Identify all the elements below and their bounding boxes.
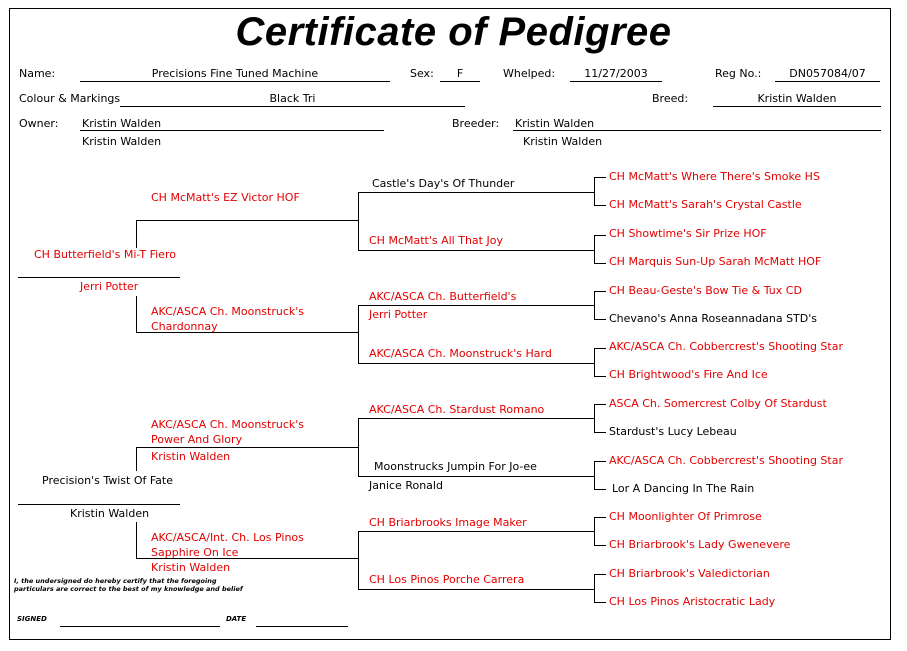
ds-name-line2: Power And Glory [151, 433, 243, 446]
reg-label: Reg No.: [715, 67, 762, 80]
g4-tick [594, 545, 606, 546]
ddd-line [358, 589, 594, 590]
sire-bottom-connector [136, 296, 137, 332]
whelped-label: Whelped: [503, 67, 556, 80]
g4-tick [594, 291, 606, 292]
owner-line2: Kristin Walden [82, 135, 162, 148]
sds-line [358, 305, 594, 306]
certification-statement [14, 577, 243, 593]
dsd-bracket [594, 461, 595, 489]
reg-no-value: DN057084/07 [789, 67, 866, 80]
sd-name-line2: Chardonnay [151, 320, 218, 333]
dam-bottom-connector [136, 522, 137, 558]
dd-connector [358, 531, 359, 589]
g4-ancestor: CH Marquis Sun-Up Sarah McMatt HOF [609, 255, 822, 268]
owner-label: Owner: [19, 117, 59, 130]
g4-ancestor: AKC/ASCA Ch. Cobbercrest's Shooting Star [609, 340, 843, 353]
certificate-title: Certificate of Pedigree [235, 10, 672, 54]
sex-label: Sex: [410, 67, 434, 80]
sss-bracket [594, 177, 595, 205]
g4-ancestor: CH McMatt's Sarah's Crystal Castle [609, 198, 802, 211]
dds-line [358, 531, 594, 532]
dog-name: Precisions Fine Tuned Machine [151, 67, 319, 80]
sex-underline [440, 81, 480, 82]
sd-name-line1: AKC/ASCA Ch. Moonstruck's [151, 305, 305, 318]
sire-top-connector [136, 220, 137, 248]
colour-underline [120, 106, 465, 107]
signature-line [60, 626, 220, 627]
sd-connector [358, 305, 359, 363]
ss-connector [358, 192, 359, 250]
g4-tick [594, 404, 606, 405]
g4-tick [594, 376, 606, 377]
sdd-bracket [594, 348, 595, 376]
dsd-name: Moonstrucks Jumpin For Jo-ee [374, 460, 537, 473]
g4-tick [594, 574, 606, 575]
breed-underline [713, 106, 881, 107]
dd-name-line1: AKC/ASCA/Int. Ch. Los Pinos [151, 531, 304, 544]
g4-tick [594, 348, 606, 349]
breed-value: Kristin Walden [757, 92, 837, 105]
dds-name: CH Briarbrooks Image Maker [369, 516, 527, 529]
g4-ancestor: CH Briarbrook's Valedictorian [609, 567, 770, 580]
ds-name-line1: AKC/ASCA Ch. Moonstruck's [151, 418, 305, 431]
g4-tick [594, 177, 606, 178]
ss-name: CH McMatt's EZ Victor HOF [151, 191, 300, 204]
reg-underline [775, 81, 880, 82]
signed-label: SIGNED [17, 615, 47, 623]
sire-owner: Jerri Potter [80, 280, 139, 293]
ddd-bracket [594, 574, 595, 602]
sdd-name: AKC/ASCA Ch. Moonstruck's Hard [369, 347, 552, 360]
breeder-label: Breeder: [452, 117, 500, 130]
dds-bracket [594, 517, 595, 545]
breeder-line1: Kristin Walden [515, 117, 595, 130]
dd-line [136, 558, 358, 559]
g4-tick [594, 319, 606, 320]
g4-tick [594, 235, 606, 236]
g4-tick [594, 205, 606, 206]
g4-tick [594, 489, 606, 490]
g4-tick [594, 432, 606, 433]
sire-line [18, 277, 180, 278]
dss-name: AKC/ASCA Ch. Stardust Romano [369, 403, 545, 416]
g4-ancestor: Chevano's Anna Roseannadana STD's [609, 312, 817, 325]
date-label: DATE [226, 615, 247, 623]
ds-line [136, 447, 358, 448]
g4-ancestor: CH Brightwood's Fire And Ice [609, 368, 768, 381]
ss-line [136, 220, 358, 221]
dsd-line [358, 476, 594, 477]
sire-name: CH Butterfield's Mi-T Fiero [34, 248, 176, 261]
ssd-line [358, 250, 594, 251]
date-line [256, 626, 348, 627]
sd-line [136, 332, 358, 333]
g4-tick [594, 602, 606, 603]
whelped-value: 11/27/2003 [584, 67, 648, 80]
name-underline [80, 81, 390, 82]
colour-value: Black Tri [269, 92, 316, 105]
g4-ancestor: CH McMatt's Where There's Smoke HS [609, 170, 820, 183]
owner-line1: Kristin Walden [82, 117, 162, 130]
g4-ancestor: CH Briarbrook's Lady Gwenevere [609, 538, 791, 551]
sss-line [358, 192, 594, 193]
g4-ancestor: CH Moonlighter Of Primrose [609, 510, 762, 523]
g4-ancestor: ASCA Ch. Somercrest Colby Of Stardust [609, 397, 827, 410]
sex-value: F [456, 67, 464, 80]
ds-owner: Kristin Walden [151, 450, 231, 463]
g4-ancestor: CH Showtime's Sir Prize HOF [609, 227, 767, 240]
dss-bracket [594, 404, 595, 432]
sds-bracket [594, 291, 595, 319]
owner-underline [80, 130, 384, 131]
g4-tick [594, 461, 606, 462]
breeder-line2: Kristin Walden [523, 135, 603, 148]
sds-owner: Jerri Potter [369, 308, 428, 321]
dam-top-connector [136, 447, 137, 471]
dam-owner: Kristin Walden [70, 507, 150, 520]
name-label: Name: [19, 67, 56, 80]
certification-line1: I, the undersigned do hereby certify that the foregoing [14, 577, 217, 585]
ssd-name: CH McMatt's All That Joy [369, 234, 503, 247]
dd-name-line2: Sapphire On Ice [151, 546, 239, 559]
g4-ancestor: Stardust's Lucy Lebeau [609, 425, 737, 438]
g4-ancestor: AKC/ASCA Ch. Cobbercrest's Shooting Star [609, 454, 843, 467]
ddd-name: CH Los Pinos Porche Carrera [369, 573, 525, 586]
g4-tick [594, 263, 606, 264]
whelped-underline [570, 81, 662, 82]
colour-label: Colour & Markings [19, 92, 121, 105]
g4-ancestor: CH Beau-Geste's Bow Tie & Tux CD [609, 284, 802, 297]
sss-name: Castle's Day's Of Thunder [372, 177, 515, 190]
dam-line [18, 504, 180, 505]
breeder-underline [513, 130, 881, 131]
g4-tick [594, 517, 606, 518]
dam-name: Precision's Twist Of Fate [42, 474, 173, 487]
ssd-bracket [594, 235, 595, 263]
ds-connector [358, 418, 359, 476]
dss-line [358, 418, 594, 419]
breed-label: Breed: [652, 92, 689, 105]
sdd-line [358, 363, 594, 364]
g4-ancestor: Lor A Dancing In The Rain [612, 482, 755, 495]
sds-name: AKC/ASCA Ch. Butterfield's [369, 290, 517, 303]
dsd-owner: Janice Ronald [369, 479, 443, 492]
certification-line2: particulars are correct to the best of my knowledge and belief [14, 585, 243, 593]
g4-ancestor: CH Los Pinos Aristocratic Lady [609, 595, 776, 608]
dd-owner: Kristin Walden [151, 561, 231, 574]
